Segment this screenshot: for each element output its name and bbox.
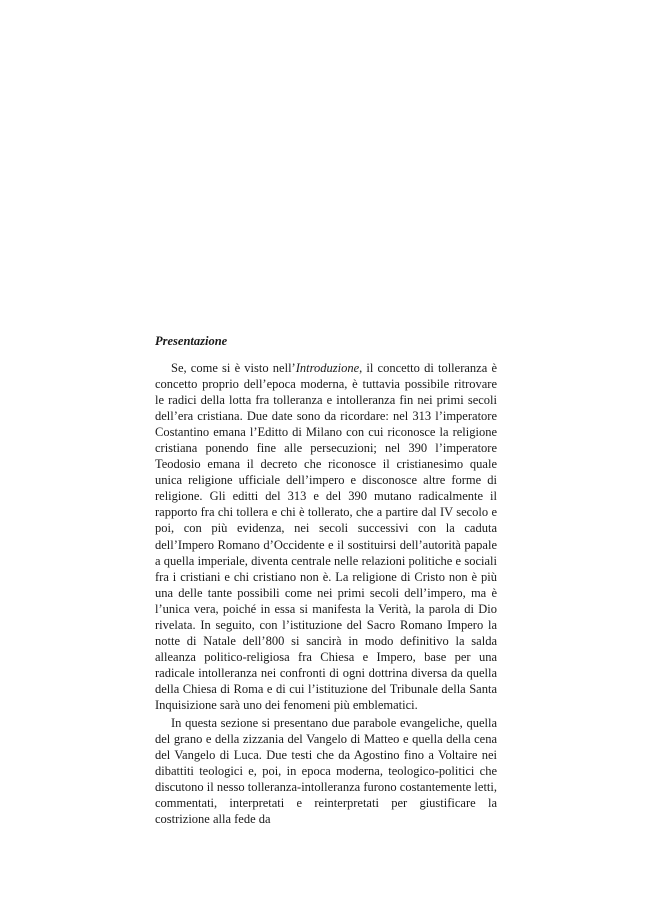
paragraph-2: In questa sezione si presentano due parabole evangeliche, quella del grano e della zizzania del Vangelo di Matteo e quella della cena del Vangelo di Luca. Due testi che da Agostino fino a Voltaire nei dibattiti teologici e, poi, in epoca moderna, teologico-politici che discutono il nesso tolleranza-intolleranza furono costantemente letti, commentati, interpretati e reinterpretati per giustificare la costrizione alla fede da	[155, 716, 497, 827]
introduzione-italic: Introduzione	[295, 361, 360, 375]
paragraph-1-rest: , il concetto di tolleranza è concetto proprio dell’epoca moderna, è tuttavia possibile ritrovare le radici della lotta fra tolleranza e intolleranza fin nei primi secoli dell’era cristiana. Due date sono da ricordare: nel 313 l’imperatore Costantino emana l’Editto di Milano con cui riconosce la religione cristiana ponendo fine alle persecuzioni; nel 390 l’imperatore Teodosio emana il decreto che riconosce il cristianesimo quale unica religione ufficiale dell’impero e disconosce altre forme di religione. Gli editti del 313 e del 390 mutano radicalmente il rapporto fra chi tollera e chi è tollerato, che a partire dal IV secolo e poi, con più evidenza, nei secoli successivi con la caduta dell’Impero Romano d’Occidente e il sostituirsi dell’autorità papale a quella imperiale, diventa centrale nelle relazioni politiche e sociali fra i cristiani e chi cristiano non è. La religione di Cristo non è più una delle tante possibili come nei primi secoli dell’impero, ma è l’unica vera, poiché in essa si manifesta la Verità, la parola di Dio rivelata. In seguito, con l’istituzione del Sacro Romano Impero la notte di Natale dell’800 si sancirà in modo definitivo la salda alleanza politico-religiosa fra Chiesa e Impero, base per una radicale intolleranza nei confronti di ogni dottrina diversa da quella della Chiesa di Roma e di cui l’istituzione del Tribunale della Santa Inquisizione sarà uno dei fenomeni più emblematici.	[155, 361, 497, 712]
paragraph-1	[155, 360, 497, 713]
section-title: Presentazione	[155, 334, 228, 348]
paragraph-1-lead: Se, come si è visto nell’	[171, 361, 296, 375]
body-text	[155, 360, 497, 827]
